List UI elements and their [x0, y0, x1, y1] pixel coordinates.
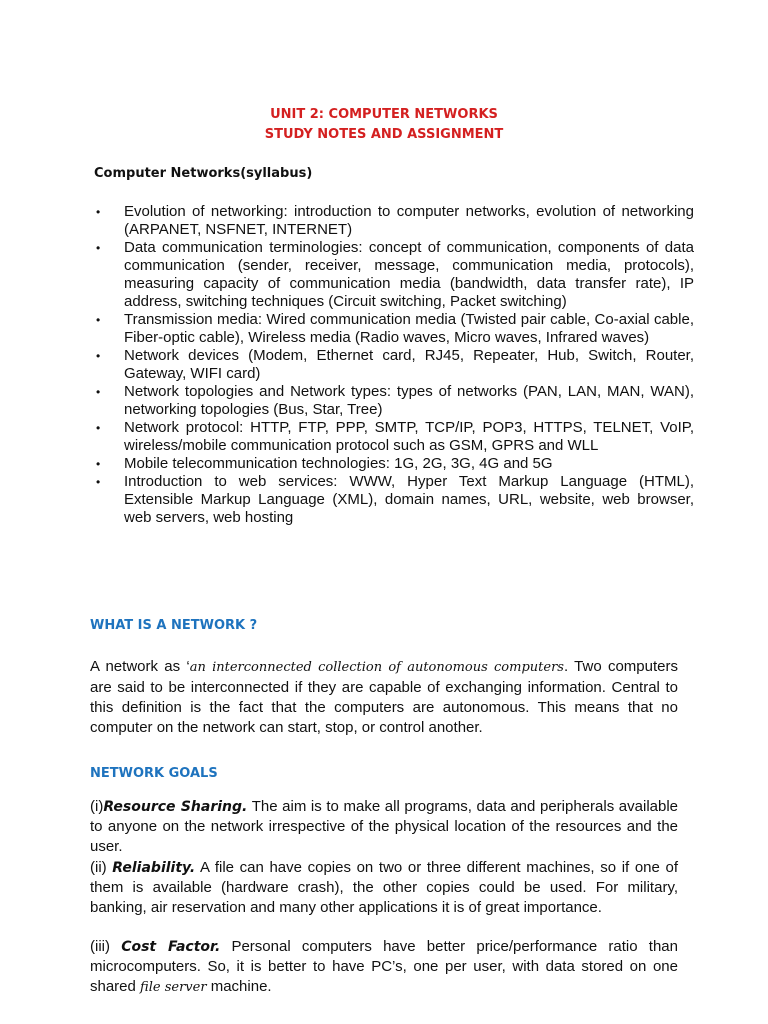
syllabus-item: [96, 455, 694, 473]
syllabus-heading: Computer Networks(syllabus): [94, 166, 313, 181]
goal-paragraph: [90, 797, 678, 857]
syllabus-item: [96, 419, 694, 455]
definition-rest: . Two computers are said to be interconnected if they are capable of exchanging information. Central to this definition is the fact that the computers are autonomous. This means that no computer on the network can start, stop, or control another.: [90, 658, 678, 736]
goal-term: Resource Sharing.: [103, 799, 248, 815]
goal-term: Cost Factor.: [121, 939, 221, 955]
bullet-icon: •: [96, 457, 101, 471]
definition-intro: A network as ‘: [90, 658, 190, 675]
syllabus-item: [96, 311, 694, 347]
bullet-icon: •: [96, 385, 101, 399]
syllabus-item: [96, 473, 694, 527]
goal-prefix: (i): [90, 798, 104, 815]
goal-end: machine.: [206, 978, 272, 995]
definition-italic: an interconnected collection of autonomous computers: [189, 660, 564, 675]
goal-prefix: (iii): [90, 938, 110, 955]
syllabus-item: [96, 347, 694, 383]
syllabus-item-text: Data communication terminologies: concept of communication, components of data communication (sender, receiver, message, communication media, protocols), measuring capacity of communication media (bandwidth, data transfer rate), IP address, switching techniques (Circuit switching, Packet switching): [124, 239, 694, 310]
bullet-icon: •: [96, 349, 101, 363]
goal-prefix: (ii): [90, 859, 107, 876]
bullet-icon: •: [96, 241, 101, 255]
document-title-line-1: UNIT 2: COMPUTER NETWORKS: [270, 107, 498, 122]
syllabus-item-text: Transmission media: Wired communication media (Twisted pair cable, Co-axial cable, Fiber-optic cable), Wireless media (Radio waves, Micro waves, Infrared waves): [124, 311, 694, 346]
document-title-line-2: STUDY NOTES AND ASSIGNMENT: [264, 127, 504, 142]
network-definition-paragraph: [90, 657, 678, 738]
syllabus-item: [96, 239, 694, 311]
network-goals-heading: NETWORK GOALS: [90, 766, 218, 781]
syllabus-item-text: Network devices (Modem, Ethernet card, RJ45, Repeater, Hub, Switch, Router, Gateway, WIFI card): [124, 347, 694, 382]
goal-text: The aim is to make all programs, data and peripherals available to anyone on the network irrespective of the physical location of the resources and the user.: [90, 798, 679, 855]
goal-term: Reliability.: [112, 860, 196, 876]
goal-paragraph: [90, 937, 678, 998]
bullet-icon: •: [96, 313, 101, 327]
syllabus-item-text: Introduction to web services: WWW, Hyper Text Markup Language (HTML), Extensible Markup Language (XML), domain names, URL, website, web browser, web servers, web hosting: [124, 473, 694, 526]
syllabus-list: [96, 203, 694, 527]
goal-paragraph: [90, 858, 678, 918]
goal-italic-tail: file server: [140, 980, 207, 995]
bullet-icon: •: [96, 475, 101, 489]
syllabus-item-text: Mobile telecommunication technologies: 1G, 2G, 3G, 4G and 5G: [124, 455, 553, 472]
syllabus-item-text: Evolution of networking: introduction to computer networks, evolution of networking (ARPANET, NSFNET, INTERNET): [124, 203, 694, 238]
syllabus-item-text: Network topologies and Network types: types of networks (PAN, LAN, MAN, WAN), networking topologies (Bus, Star, Tree): [124, 383, 694, 418]
what-is-network-heading: WHAT IS A NETWORK ?: [90, 618, 258, 633]
goal-text: Personal computers have better price/performance ratio than microcomputers. So, it is better to have PC’s, one per user, with data stored on one shared: [90, 938, 678, 995]
bullet-icon: •: [96, 421, 101, 435]
goal-text: A file can have copies on two or three different machines, so if one of them is available (hardware crash), the other copies could be used. For military, banking, air reservation and many other applications it is of great importance.: [90, 859, 678, 916]
syllabus-item: [96, 383, 694, 419]
syllabus-item: [96, 203, 694, 239]
syllabus-item-text: Network protocol: HTTP, FTP, PPP, SMTP, TCP/IP, POP3, HTTPS, TELNET, VoIP, wireless/mobile communication protocol such as GSM, GPRS and WLL: [124, 419, 694, 454]
bullet-icon: •: [96, 205, 101, 219]
